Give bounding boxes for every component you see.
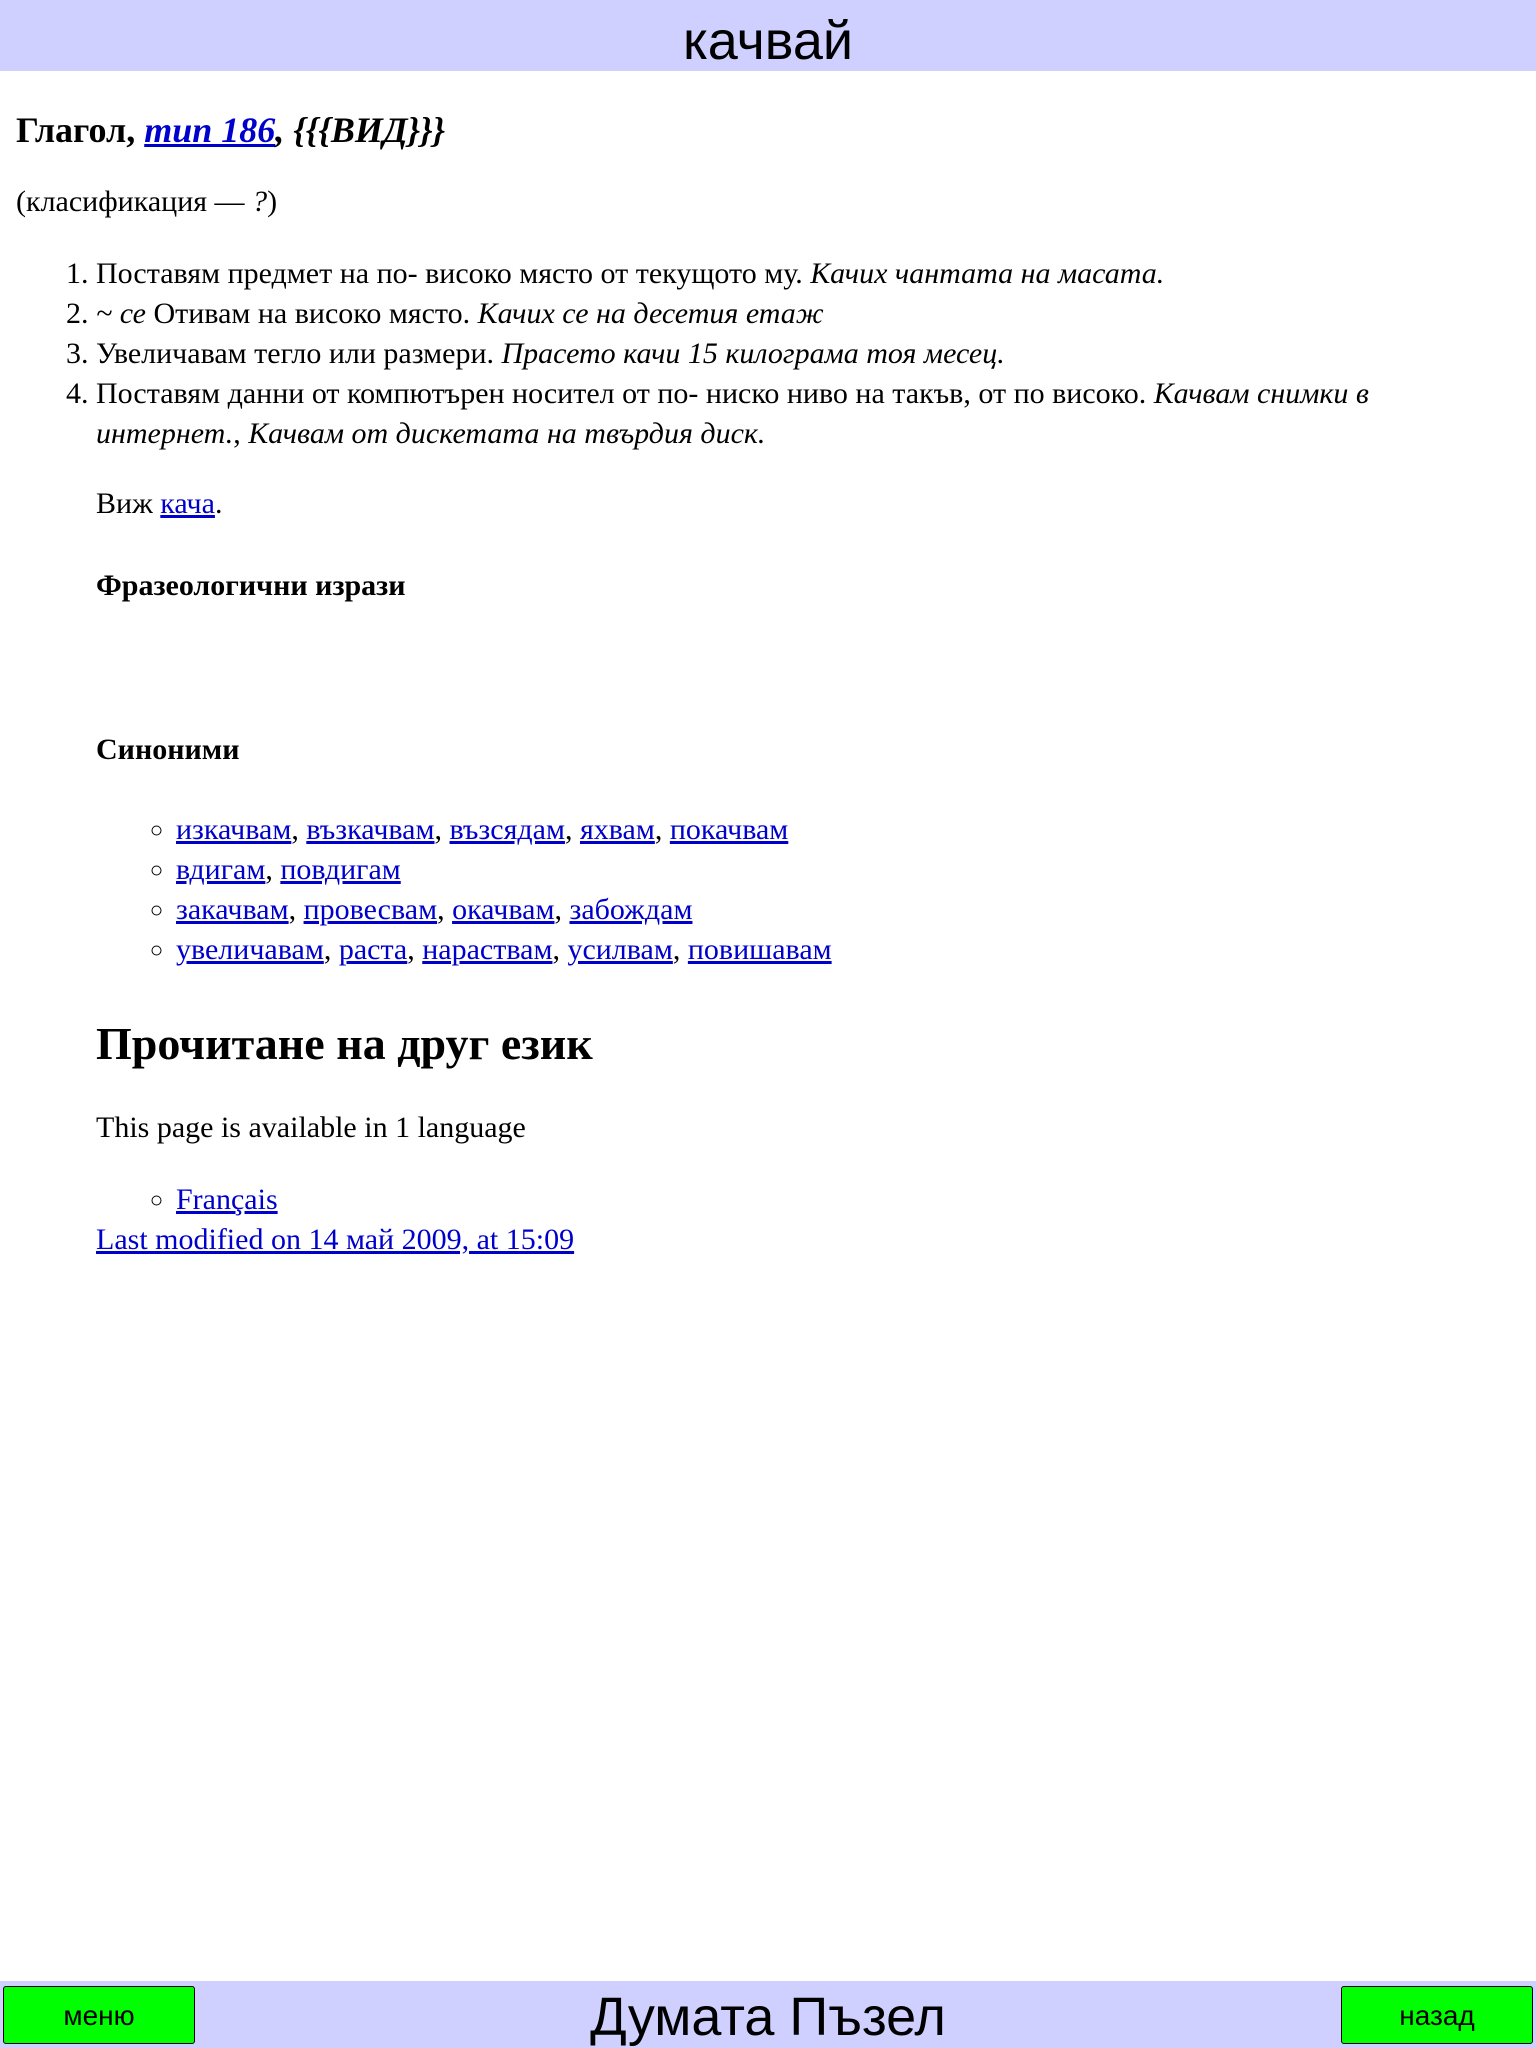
synonym-link[interactable]: раста — [338, 933, 408, 966]
synonym-group: ◦ изкачвам, възкачвам, възсядам, яхвам, покачвам — [176, 810, 1516, 850]
senses-list — [16, 254, 1516, 454]
sense-item: 2. ~ се Отивам на високо място. Качих се на десетия етаж — [96, 294, 1516, 334]
entry-heading: Глагол, тип 186, {{{ВИД}}} — [16, 110, 446, 150]
last-modified — [96, 1220, 1516, 1260]
synonym-link[interactable]: забождам — [569, 893, 693, 926]
phrases-section — [96, 606, 1516, 730]
other-language-title: Прочитане на друг език — [96, 1018, 593, 1069]
sense-item: 3. Увеличавам тегло или размери. Прасето качи 15 килограма тоя месец. — [96, 334, 1516, 374]
synonym-link[interactable]: яхвам — [579, 813, 655, 846]
aspect-placeholder: {{{ВИД}}} — [293, 110, 446, 150]
menu-button[interactable]: меню — [3, 1986, 195, 2044]
synonym-link[interactable]: усилвам — [567, 933, 673, 966]
sense-example: Качих чантата на масата. — [810, 257, 1165, 290]
sense-example: Качих се на десетия етаж — [477, 297, 824, 330]
app-title: Думата Пъзел — [590, 1987, 946, 2047]
sense-example: Качвам от дискетата на твърдия диск. — [248, 417, 766, 450]
classification: (класификация — ?) — [16, 185, 278, 218]
bottom-bar — [0, 1981, 1536, 2048]
language-link-french[interactable]: Français — [176, 1183, 278, 1216]
sense-example: Прасето качи 15 килограма тоя месец. — [501, 337, 1005, 370]
page-title: качвай — [682, 11, 854, 71]
synonym-link[interactable]: нараствам — [422, 933, 553, 966]
top-title-bar — [0, 0, 1536, 71]
synonym-link[interactable]: възкачвам — [306, 813, 435, 846]
synonym-group: ◦ закачвам, провесвам, окачвам, забождам — [176, 890, 1516, 930]
synonyms-list — [96, 810, 1516, 970]
synonym-link[interactable]: закачвам — [176, 893, 289, 926]
synonyms-heading: Синоними — [96, 733, 240, 766]
see-also-link[interactable]: кача — [160, 487, 215, 520]
sense-item: 4. Поставям данни от компютърен носител от по- ниско ниво на такъв, от по високо. Качвам снимки в интернет., Качвам от дискетата на твърдия диск. — [96, 374, 1516, 454]
last-modified-link[interactable]: Last modified on 14 май 2009, at 15:09 — [96, 1223, 575, 1256]
phrases-heading: Фразеологични изрази — [96, 569, 406, 602]
synonym-link[interactable]: повишавам — [687, 933, 832, 966]
article-content — [16, 100, 1516, 1260]
synonym-link[interactable]: вдигам — [176, 853, 266, 886]
part-of-speech: Глагол — [16, 110, 127, 150]
sense-item: 1. Поставям предмет на по- високо място от текущото му. Качих чантата на масата. — [96, 254, 1516, 294]
synonym-link[interactable]: окачвам — [452, 893, 555, 926]
language-list — [96, 1180, 1516, 1220]
language-item — [176, 1180, 1516, 1220]
sense-example: Качвам снимки в интернет. — [96, 377, 1369, 450]
synonym-link[interactable]: провесвам — [303, 893, 438, 926]
see-also: Виж кача. — [96, 487, 223, 520]
synonym-link[interactable]: възсядам — [449, 813, 565, 846]
synonym-link[interactable]: повдигам — [280, 853, 401, 886]
synonym-link[interactable]: покачвам — [669, 813, 789, 846]
synonym-group: ◦ увеличавам, раста, нараствам, усилвам, повишавам — [176, 930, 1516, 970]
synonym-group: ◦ вдигам, повдигам — [176, 850, 1516, 890]
synonym-link[interactable]: изкачвам — [176, 813, 292, 846]
availability-text: This page is available in 1 language — [96, 1111, 526, 1144]
type-link[interactable]: тип 186 — [144, 110, 276, 150]
back-button[interactable]: назад — [1341, 1986, 1533, 2044]
synonym-link[interactable]: увеличавам — [176, 933, 324, 966]
